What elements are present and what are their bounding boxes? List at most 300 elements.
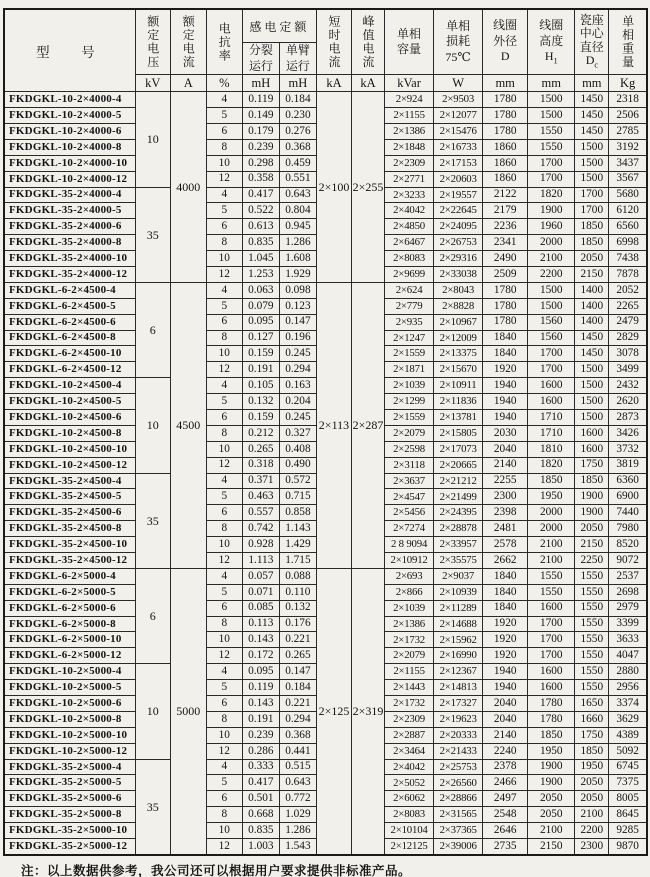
cell-split-mh: 0.835 bbox=[242, 823, 279, 839]
cell-single-mh: 0.804 bbox=[279, 203, 316, 219]
cell-single-mh: 0.459 bbox=[279, 155, 316, 171]
cell-capacity: 2×3118 bbox=[385, 457, 434, 473]
cell-coil-od: 2646 bbox=[483, 823, 528, 839]
cell-reactance: 12 bbox=[206, 648, 242, 664]
cell-model: FKDGKL-6-2×4500-4 bbox=[4, 282, 135, 298]
cell-loss: 2×24395 bbox=[434, 505, 483, 521]
cell-split-mh: 0.105 bbox=[242, 378, 279, 394]
cell-model: FKDGKL-6-2×4500-6 bbox=[4, 314, 135, 330]
cell-capacity: 2×693 bbox=[385, 568, 434, 584]
cell-coil-od: 2497 bbox=[483, 791, 528, 807]
cell-reactance: 5 bbox=[206, 298, 242, 314]
cell-coil-od: 2179 bbox=[483, 203, 528, 219]
cell-split-mh: 0.119 bbox=[242, 92, 279, 108]
cell-coil-od: 2466 bbox=[483, 775, 528, 791]
cell-ceramic-dia: 1550 bbox=[575, 648, 609, 664]
cell-reactance: 8 bbox=[206, 235, 242, 251]
cell-coil-od: 2240 bbox=[483, 743, 528, 759]
cell-ceramic-dia: 2200 bbox=[575, 823, 609, 839]
cell-model: FKDGKL-35-2×4500-4 bbox=[4, 473, 135, 489]
cell-split-mh: 0.239 bbox=[242, 139, 279, 155]
cell-weight: 9072 bbox=[609, 553, 647, 569]
cell-single-mh: 0.204 bbox=[279, 394, 316, 410]
cell-ceramic-dia: 2100 bbox=[575, 807, 609, 823]
cell-coil-height: 1550 bbox=[528, 568, 575, 584]
cell-single-mh: 0.176 bbox=[279, 616, 316, 632]
cell-reactance: 12 bbox=[206, 362, 242, 378]
cell-ceramic-dia: 2050 bbox=[575, 251, 609, 267]
cell-capacity: 2×779 bbox=[385, 298, 434, 314]
unit-cell: mm bbox=[483, 75, 528, 92]
cell-reactance: 10 bbox=[206, 727, 242, 743]
cell-single-mh: 1.608 bbox=[279, 251, 316, 267]
cell-weight: 3399 bbox=[609, 616, 647, 632]
cell-capacity: 2×1386 bbox=[385, 616, 434, 632]
cell-loss: 2×29316 bbox=[434, 251, 483, 267]
cell-split-mh: 0.149 bbox=[242, 108, 279, 124]
cell-single-mh: 1.715 bbox=[279, 553, 316, 569]
cell-capacity: 2×1559 bbox=[385, 346, 434, 362]
cell-loss: 2×17073 bbox=[434, 441, 483, 457]
cell-weight: 8645 bbox=[609, 807, 647, 823]
cell-ceramic-dia: 1900 bbox=[575, 505, 609, 521]
cell-coil-height: 2050 bbox=[528, 807, 575, 823]
cell-coil-od: 2509 bbox=[483, 266, 528, 282]
cell-model: FKDGKL-10-2×4000-5 bbox=[4, 108, 135, 124]
cell-loss: 2×10911 bbox=[434, 378, 483, 394]
cell-model: FKDGKL-6-2×4500-5 bbox=[4, 298, 135, 314]
cell-reactance: 10 bbox=[206, 441, 242, 457]
cell-weight: 2698 bbox=[609, 584, 647, 600]
cell-loss: 2×21499 bbox=[434, 489, 483, 505]
cell-weight: 3437 bbox=[609, 155, 647, 171]
cell-reactance: 4 bbox=[206, 378, 242, 394]
cell-coil-od: 1780 bbox=[483, 108, 528, 124]
cell-single-mh: 0.230 bbox=[279, 108, 316, 124]
cell-coil-od: 1840 bbox=[483, 584, 528, 600]
cell-loss: 2×24095 bbox=[434, 219, 483, 235]
cell-split-mh: 0.239 bbox=[242, 727, 279, 743]
cell-capacity: 2×5456 bbox=[385, 505, 434, 521]
cell-weight: 6360 bbox=[609, 473, 647, 489]
cell-peak-current: 2×319 bbox=[351, 568, 384, 855]
cell-reactance: 10 bbox=[206, 823, 242, 839]
cell-ceramic-dia: 1500 bbox=[575, 139, 609, 155]
cell-model: FKDGKL-35-2×4500-6 bbox=[4, 505, 135, 521]
cell-split-mh: 0.212 bbox=[242, 425, 279, 441]
cell-coil-height: 2150 bbox=[528, 839, 575, 855]
cell-weight: 2318 bbox=[609, 92, 647, 108]
cell-loss: 2×14688 bbox=[434, 616, 483, 632]
cell-coil-od: 2030 bbox=[483, 425, 528, 441]
cell-single-mh: 0.184 bbox=[279, 92, 316, 108]
cell-reactance: 6 bbox=[206, 600, 242, 616]
coil-height-symbol: $H_1$ bbox=[544, 48, 558, 65]
cell-split-mh: 0.371 bbox=[242, 473, 279, 489]
cell-model: FKDGKL-10-2×4500-8 bbox=[4, 425, 135, 441]
cell-coil-od: 1840 bbox=[483, 568, 528, 584]
cell-coil-od: 2341 bbox=[483, 235, 528, 251]
cell-model: FKDGKL-6-2×5000-10 bbox=[4, 632, 135, 648]
cell-voltage: 35 bbox=[135, 187, 170, 282]
cell-loss: 2×15805 bbox=[434, 425, 483, 441]
cell-reactance: 8 bbox=[206, 425, 242, 441]
cell-coil-height: 1900 bbox=[528, 203, 575, 219]
cell-weight: 6560 bbox=[609, 219, 647, 235]
cell-model: FKDGKL-35-2×4000-10 bbox=[4, 251, 135, 267]
cell-capacity: 2×1039 bbox=[385, 378, 434, 394]
cell-ceramic-dia: 1650 bbox=[575, 696, 609, 712]
cell-reactance: 8 bbox=[206, 330, 242, 346]
col-header-short-label: 短时电流 bbox=[326, 15, 341, 70]
cell-capacity: 2×3233 bbox=[385, 187, 434, 203]
cell-peak-current: 2×255 bbox=[351, 92, 384, 283]
cell-single-mh: 0.163 bbox=[279, 378, 316, 394]
cell-split-mh: 0.191 bbox=[242, 362, 279, 378]
cell-split-mh: 0.557 bbox=[242, 505, 279, 521]
cell-weight: 4389 bbox=[609, 727, 647, 743]
cell-split-mh: 0.172 bbox=[242, 648, 279, 664]
cell-coil-height: 1600 bbox=[528, 664, 575, 680]
cell-coil-height: 1960 bbox=[528, 219, 575, 235]
cell-single-mh: 0.643 bbox=[279, 775, 316, 791]
cell-reactance: 10 bbox=[206, 632, 242, 648]
cell-coil-od: 2548 bbox=[483, 807, 528, 823]
cell-reactance: 5 bbox=[206, 394, 242, 410]
cell-loss: 2×17327 bbox=[434, 696, 483, 712]
cell-weight: 3192 bbox=[609, 139, 647, 155]
cell-capacity: 2×9699 bbox=[385, 266, 434, 282]
cell-single-mh: 1.286 bbox=[279, 823, 316, 839]
cell-model: FKDGKL-35-2×5000-4 bbox=[4, 759, 135, 775]
cell-coil-height: 1600 bbox=[528, 600, 575, 616]
col-header-model: 型 号 bbox=[4, 9, 135, 92]
cell-split-mh: 0.286 bbox=[242, 743, 279, 759]
col-header-split-label: 分裂运行 bbox=[248, 43, 273, 73]
col-header-ceramic bbox=[575, 9, 609, 75]
cell-model: FKDGKL-10-2×5000-12 bbox=[4, 743, 135, 759]
cell-coil-od: 2140 bbox=[483, 457, 528, 473]
cell-capacity: 2×1155 bbox=[385, 108, 434, 124]
cell-capacity: 2×1299 bbox=[385, 394, 434, 410]
cell-ceramic-dia: 2050 bbox=[575, 791, 609, 807]
cell-coil-height: 1500 bbox=[528, 92, 575, 108]
cell-ceramic-dia: 1660 bbox=[575, 711, 609, 727]
cell-coil-height: 1950 bbox=[528, 489, 575, 505]
cell-coil-height: 2100 bbox=[528, 537, 575, 553]
cell-weight: 3633 bbox=[609, 632, 647, 648]
cell-voltage: 6 bbox=[135, 282, 170, 377]
footnote: 注：以上数据供参考，我公司还可以根据用户要求提供非标准产品。 bbox=[21, 863, 412, 877]
cell-reactance: 12 bbox=[206, 171, 242, 187]
cell-model: FKDGKL-10-2×4500-4 bbox=[4, 378, 135, 394]
cell-coil-height: 1500 bbox=[528, 108, 575, 124]
cell-capacity: 2×12125 bbox=[385, 839, 434, 855]
cell-ceramic-dia: 1450 bbox=[575, 108, 609, 124]
cell-single-mh: 0.294 bbox=[279, 362, 316, 378]
cell-coil-od: 2300 bbox=[483, 489, 528, 505]
cell-coil-od: 2140 bbox=[483, 727, 528, 743]
cell-capacity: 2×866 bbox=[385, 584, 434, 600]
cell-split-mh: 0.463 bbox=[242, 489, 279, 505]
cell-split-mh: 1.253 bbox=[242, 266, 279, 282]
cell-coil-height: 1700 bbox=[528, 171, 575, 187]
cell-reactance: 12 bbox=[206, 839, 242, 855]
cell-split-mh: 0.298 bbox=[242, 155, 279, 171]
cell-single-mh: 0.441 bbox=[279, 743, 316, 759]
cell-coil-height: 1850 bbox=[528, 473, 575, 489]
cell-loss: 2×13781 bbox=[434, 410, 483, 426]
cell-model: FKDGKL-10-2×4000-12 bbox=[4, 171, 135, 187]
col-header-split-run bbox=[242, 43, 279, 75]
cell-loss: 2×14813 bbox=[434, 680, 483, 696]
cell-reactance: 5 bbox=[206, 203, 242, 219]
cell-model: FKDGKL-35-2×4500-12 bbox=[4, 553, 135, 569]
cell-single-mh: 0.088 bbox=[279, 568, 316, 584]
cell-capacity: 2×1559 bbox=[385, 410, 434, 426]
cell-reactance: 8 bbox=[206, 616, 242, 632]
cell-coil-height: 1900 bbox=[528, 759, 575, 775]
unit-cell: kVar bbox=[385, 75, 434, 92]
cell-capacity: 2×924 bbox=[385, 92, 434, 108]
col-header-single-run bbox=[279, 43, 316, 75]
cell-weight: 2479 bbox=[609, 314, 647, 330]
cell-reactance: 4 bbox=[206, 473, 242, 489]
cell-weight: 8005 bbox=[609, 791, 647, 807]
cell-ceramic-dia: 1700 bbox=[575, 187, 609, 203]
cell-peak-current: 2×287 bbox=[351, 282, 384, 568]
cell-reactance: 8 bbox=[206, 711, 242, 727]
cell-voltage: 10 bbox=[135, 378, 170, 473]
cell-model: FKDGKL-10-2×5000-5 bbox=[4, 680, 135, 696]
cell-reactance: 5 bbox=[206, 584, 242, 600]
cell-loss: 2×26753 bbox=[434, 235, 483, 251]
cell-coil-od: 1840 bbox=[483, 600, 528, 616]
cell-ceramic-dia: 1550 bbox=[575, 584, 609, 600]
cell-split-mh: 0.358 bbox=[242, 171, 279, 187]
cell-capacity: 2×4042 bbox=[385, 759, 434, 775]
cell-split-mh: 0.159 bbox=[242, 346, 279, 362]
table-row bbox=[4, 568, 647, 584]
cell-ceramic-dia: 1450 bbox=[575, 330, 609, 346]
cell-split-mh: 0.191 bbox=[242, 711, 279, 727]
cell-split-mh: 0.159 bbox=[242, 410, 279, 426]
cell-loss: 2×8043 bbox=[434, 282, 483, 298]
cell-coil-height: 1710 bbox=[528, 425, 575, 441]
cell-model: FKDGKL-10-2×5000-8 bbox=[4, 711, 135, 727]
cell-ceramic-dia: 1450 bbox=[575, 92, 609, 108]
col-header-capacity bbox=[385, 9, 434, 75]
cell-coil-height: 2000 bbox=[528, 235, 575, 251]
cell-model: FKDGKL-10-2×4500-10 bbox=[4, 441, 135, 457]
cell-capacity: 2×5052 bbox=[385, 775, 434, 791]
cell-coil-height: 2050 bbox=[528, 791, 575, 807]
unit-cell: W bbox=[434, 75, 483, 92]
cell-coil-height: 1950 bbox=[528, 743, 575, 759]
cell-single-mh: 0.123 bbox=[279, 298, 316, 314]
cell-loss: 2×28866 bbox=[434, 791, 483, 807]
cell-model: FKDGKL-35-2×4000-5 bbox=[4, 203, 135, 219]
cell-reactance: 6 bbox=[206, 696, 242, 712]
cell-coil-od: 1780 bbox=[483, 92, 528, 108]
cell-split-mh: 0.613 bbox=[242, 219, 279, 235]
cell-weight: 5092 bbox=[609, 743, 647, 759]
cell-capacity: 2×2771 bbox=[385, 171, 434, 187]
cell-capacity: 2×1443 bbox=[385, 680, 434, 696]
cell-voltage: 35 bbox=[135, 473, 170, 568]
cell-capacity: 2×6062 bbox=[385, 791, 434, 807]
cell-capacity: 2×3637 bbox=[385, 473, 434, 489]
cell-capacity: 2×2079 bbox=[385, 425, 434, 441]
cell-coil-od: 2398 bbox=[483, 505, 528, 521]
cell-reactance: 8 bbox=[206, 521, 242, 537]
cell-ceramic-dia: 1450 bbox=[575, 346, 609, 362]
col-header-inductance-group: 感电定额 bbox=[242, 9, 316, 43]
cell-weight: 9870 bbox=[609, 839, 647, 855]
cell-capacity: 2×2598 bbox=[385, 441, 434, 457]
table-row bbox=[4, 92, 647, 108]
cell-model: FKDGKL-10-2×5000-6 bbox=[4, 696, 135, 712]
cell-coil-height: 2100 bbox=[528, 823, 575, 839]
cell-single-mh: 0.408 bbox=[279, 441, 316, 457]
cell-loss: 2×20665 bbox=[434, 457, 483, 473]
cell-coil-height: 1700 bbox=[528, 155, 575, 171]
cell-reactance: 4 bbox=[206, 759, 242, 775]
cell-split-mh: 0.333 bbox=[242, 759, 279, 775]
cell-loss: 2×33038 bbox=[434, 266, 483, 282]
cell-weight: 2829 bbox=[609, 330, 647, 346]
cell-weight: 9285 bbox=[609, 823, 647, 839]
cell-model: FKDGKL-10-2×5000-4 bbox=[4, 664, 135, 680]
cell-coil-height: 1700 bbox=[528, 362, 575, 378]
cell-coil-height: 1820 bbox=[528, 457, 575, 473]
cell-ceramic-dia: 1550 bbox=[575, 600, 609, 616]
cell-coil-od: 2662 bbox=[483, 553, 528, 569]
cell-ceramic-dia: 2300 bbox=[575, 839, 609, 855]
cell-weight: 3732 bbox=[609, 441, 647, 457]
cell-capacity: 2×10912 bbox=[385, 553, 434, 569]
cell-ceramic-dia: 1600 bbox=[575, 425, 609, 441]
cell-ceramic-dia: 1550 bbox=[575, 568, 609, 584]
cell-coil-od: 1780 bbox=[483, 282, 528, 298]
cell-split-mh: 0.417 bbox=[242, 775, 279, 791]
cell-weight: 2785 bbox=[609, 123, 647, 139]
cell-reactance: 12 bbox=[206, 743, 242, 759]
cell-ceramic-dia: 1850 bbox=[575, 235, 609, 251]
cell-split-mh: 0.501 bbox=[242, 791, 279, 807]
col-header-short-current bbox=[316, 9, 351, 75]
cell-single-mh: 0.515 bbox=[279, 759, 316, 775]
cell-model: FKDGKL-35-2×5000-10 bbox=[4, 823, 135, 839]
cell-coil-od: 1940 bbox=[483, 394, 528, 410]
cell-coil-height: 1550 bbox=[528, 123, 575, 139]
cell-capacity: 2×8083 bbox=[385, 807, 434, 823]
cell-coil-height: 1560 bbox=[528, 314, 575, 330]
cell-coil-od: 2040 bbox=[483, 441, 528, 457]
cell-capacity: 2×1039 bbox=[385, 600, 434, 616]
cell-capacity: 2×7274 bbox=[385, 521, 434, 537]
coil-od-symbol: D bbox=[500, 48, 510, 63]
cell-model: FKDGKL-10-2×4500-6 bbox=[4, 410, 135, 426]
cell-weight: 7438 bbox=[609, 251, 647, 267]
cell-reactance: 6 bbox=[206, 410, 242, 426]
col-header-single-label: 单臂运行 bbox=[285, 43, 310, 73]
cell-reactance: 5 bbox=[206, 680, 242, 696]
cell-split-mh: 0.668 bbox=[242, 807, 279, 823]
cell-reactance: 8 bbox=[206, 807, 242, 823]
cell-loss: 2×26560 bbox=[434, 775, 483, 791]
cell-coil-od: 1940 bbox=[483, 378, 528, 394]
cell-coil-height: 1700 bbox=[528, 648, 575, 664]
cell-split-mh: 0.071 bbox=[242, 584, 279, 600]
cell-coil-height: 1500 bbox=[528, 282, 575, 298]
cell-weight: 3567 bbox=[609, 171, 647, 187]
cell-coil-od: 1860 bbox=[483, 139, 528, 155]
cell-ceramic-dia: 1450 bbox=[575, 123, 609, 139]
cell-coil-od: 1940 bbox=[483, 410, 528, 426]
cell-reactance: 10 bbox=[206, 155, 242, 171]
cell-ceramic-dia: 1500 bbox=[575, 171, 609, 187]
cell-split-mh: 0.143 bbox=[242, 632, 279, 648]
cell-coil-height: 1700 bbox=[528, 632, 575, 648]
cell-single-mh: 0.368 bbox=[279, 139, 316, 155]
cell-voltage: 35 bbox=[135, 759, 170, 855]
cell-ceramic-dia: 1850 bbox=[575, 219, 609, 235]
cell-model: FKDGKL-6-2×4500-8 bbox=[4, 330, 135, 346]
cell-model: FKDGKL-35-2×4500-10 bbox=[4, 537, 135, 553]
cell-single-mh: 1.929 bbox=[279, 266, 316, 282]
unit-cell: mm bbox=[575, 75, 609, 92]
cell-split-mh: 0.095 bbox=[242, 314, 279, 330]
cell-ceramic-dia: 1850 bbox=[575, 743, 609, 759]
cell-coil-od: 2735 bbox=[483, 839, 528, 855]
cell-coil-od: 1840 bbox=[483, 346, 528, 362]
cell-short-current: 2×113 bbox=[316, 282, 351, 568]
cell-coil-height: 1600 bbox=[528, 680, 575, 696]
cell-split-mh: 0.113 bbox=[242, 616, 279, 632]
cell-voltage: 10 bbox=[135, 92, 170, 187]
cell-coil-od: 2040 bbox=[483, 711, 528, 727]
cell-split-mh: 1.045 bbox=[242, 251, 279, 267]
cell-single-mh: 0.147 bbox=[279, 664, 316, 680]
col-header-current-label: 额定电流 bbox=[181, 15, 196, 70]
cell-weight: 3499 bbox=[609, 362, 647, 378]
cell-coil-od: 1920 bbox=[483, 616, 528, 632]
cell-loss: 2×20603 bbox=[434, 171, 483, 187]
cell-split-mh: 0.928 bbox=[242, 537, 279, 553]
cell-coil-od: 1920 bbox=[483, 632, 528, 648]
cell-coil-od: 1780 bbox=[483, 314, 528, 330]
cell-ceramic-dia: 1850 bbox=[575, 473, 609, 489]
cell-coil-od: 1860 bbox=[483, 171, 528, 187]
cell-coil-height: 2200 bbox=[528, 266, 575, 282]
cell-ceramic-dia: 2050 bbox=[575, 775, 609, 791]
cell-short-current: 2×125 bbox=[316, 568, 351, 855]
cell-single-mh: 0.132 bbox=[279, 600, 316, 616]
cell-loss: 2×33957 bbox=[434, 537, 483, 553]
unit-cell: % bbox=[206, 75, 242, 92]
cell-ceramic-dia: 2150 bbox=[575, 266, 609, 282]
cell-reactance: 6 bbox=[206, 123, 242, 139]
cell-coil-height: 2100 bbox=[528, 251, 575, 267]
cell-capacity: 2×3464 bbox=[385, 743, 434, 759]
cell-loss: 2×11836 bbox=[434, 394, 483, 410]
cell-model: FKDGKL-10-2×4500-12 bbox=[4, 457, 135, 473]
cell-reactance: 4 bbox=[206, 187, 242, 203]
cell-single-mh: 0.643 bbox=[279, 187, 316, 203]
cell-capacity: 2×1732 bbox=[385, 696, 434, 712]
cell-coil-od: 1940 bbox=[483, 664, 528, 680]
